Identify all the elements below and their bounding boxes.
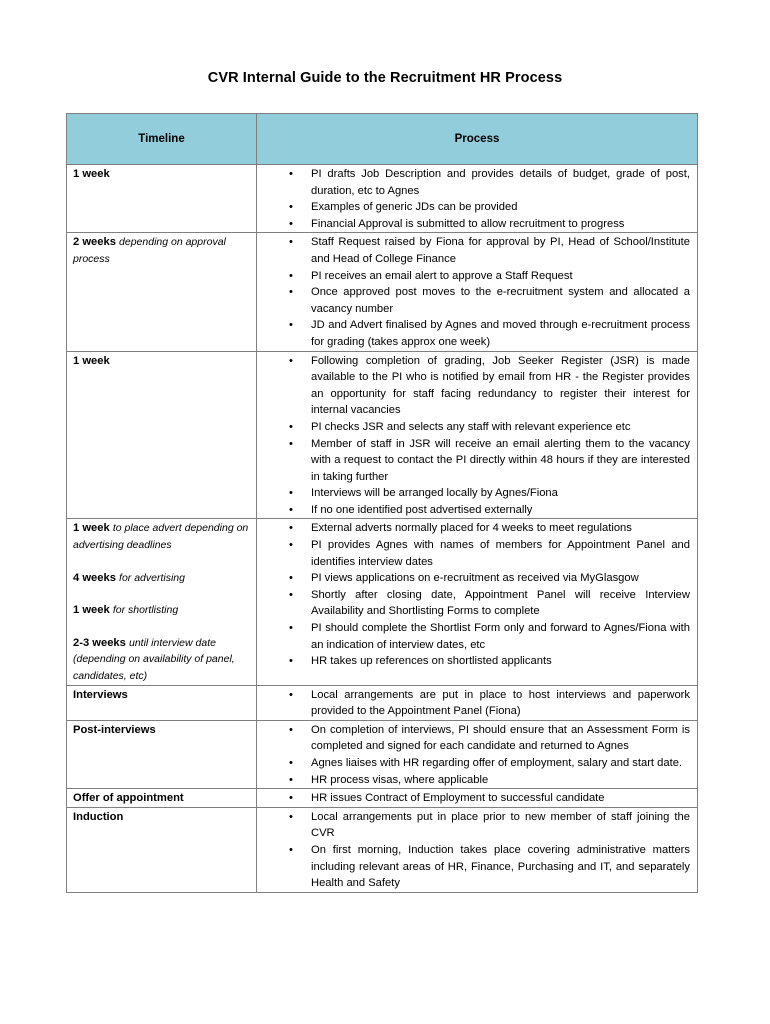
process-header: Process <box>257 114 698 165</box>
timeline-duration: Offer of appointment <box>73 792 184 805</box>
timeline-note: until interview date (depending on availability of panel, candidates, etc) <box>73 636 235 683</box>
process-list <box>263 353 691 519</box>
process-step: • JD and Advert finalised by Agnes and moved through e-recruitment process for grading (takes approx one week) <box>263 317 691 350</box>
process-step: • Local arrangements put in place prior to new member of staff joining the CVR <box>263 809 691 842</box>
timeline-header: Timeline <box>67 114 257 165</box>
process-step: • Interviews will be arranged locally by Agnes/Fiona <box>263 485 691 502</box>
process-step: • HR issues Contract of Employment to successful candidate <box>263 790 691 807</box>
process-step: • External adverts normally placed for 4 weeks to meet regulations <box>263 520 691 537</box>
table-row <box>67 233 698 351</box>
timeline-entry <box>73 809 250 826</box>
table-row <box>67 789 698 808</box>
timeline-duration: 2 weeks <box>73 236 116 249</box>
timeline-duration: Post-interviews <box>73 723 156 736</box>
process-cell <box>257 807 698 892</box>
timeline-cell <box>67 351 257 519</box>
process-list <box>263 687 691 720</box>
timeline-note: for advertising <box>119 571 185 584</box>
process-cell <box>257 519 698 685</box>
process-list <box>263 234 691 350</box>
timeline-entry <box>73 790 250 807</box>
timeline-cell <box>67 789 257 808</box>
table-header-row <box>67 114 698 165</box>
process-cell <box>257 720 698 788</box>
table-row <box>67 720 698 788</box>
process-step: • If no one identified post advertised externally <box>263 502 691 519</box>
timeline-entry <box>73 722 250 739</box>
timeline-entry <box>73 635 250 685</box>
timeline-note: for shortlisting <box>112 604 179 617</box>
process-step: • Local arrangements are put in place to host interviews and paperwork provided to the Appointment Panel (Fiona) <box>263 687 691 720</box>
process-cell <box>257 165 698 233</box>
timeline-duration: 2-3 weeks <box>73 636 126 649</box>
process-cell <box>257 789 698 808</box>
timeline-cell <box>67 807 257 892</box>
timeline-cell <box>67 720 257 788</box>
process-step: • Once approved post moves to the e-recruitment system and allocated a vacancy number <box>263 284 691 317</box>
timeline-entry <box>73 166 250 183</box>
timeline-duration: 1 week <box>73 604 110 617</box>
process-step: • PI checks JSR and selects any staff with relevant experience etc <box>263 419 691 436</box>
timeline-note: depending on approval process <box>73 236 226 265</box>
process-step: • On first morning, Induction takes place covering administrative matters including relevant areas of HR, Finance, Purchasing and IT, and separately Health and Safety <box>263 842 691 892</box>
process-cell <box>257 351 698 519</box>
timeline-entry <box>73 687 250 704</box>
process-list <box>263 809 691 892</box>
timeline-entry <box>73 520 250 553</box>
process-list <box>263 520 691 669</box>
timeline-duration: 1 week <box>73 354 110 367</box>
process-step: • Examples of generic JDs can be provided <box>263 199 691 216</box>
process-step: • PI drafts Job Description and provides details of budget, grade of post, duration, etc to Agnes <box>263 166 691 199</box>
timeline-cell <box>67 165 257 233</box>
document-title: CVR Internal Guide to the Recruitment HR Process <box>207 70 563 86</box>
timeline-cell <box>67 233 257 351</box>
process-step: • HR takes up references on shortlisted applicants <box>263 653 691 670</box>
timeline-duration: 1 week <box>73 168 110 180</box>
process-step: • On completion of interviews, PI should ensure that an Assessment Form is completed and signed for each candidate and returned to Agnes <box>263 722 691 755</box>
process-step: • Agnes liaises with HR regarding offer of employment, salary and start date. <box>263 755 691 772</box>
timeline-entry <box>73 570 250 587</box>
timeline-entry <box>73 234 250 267</box>
process-step: • PI should complete the Shortlist Form only and forward to Agnes/Fiona with an indication of interview dates, etc <box>263 620 691 653</box>
process-step: • HR process visas, where applicable <box>263 772 691 789</box>
process-step: • Financial Approval is submitted to allow recruitment to progress <box>263 216 691 233</box>
process-step: • Shortly after closing date, Appointment Panel will receive Interview Availability and Shortlisting Forms to complete <box>263 587 691 620</box>
process-step: • Member of staff in JSR will receive an email alerting them to the vacancy with a request to contact the PI directly within 48 hours if they are interested in taking further <box>263 436 691 486</box>
timeline-cell <box>67 685 257 720</box>
process-list <box>263 790 691 807</box>
process-list <box>263 722 691 788</box>
table-row <box>67 165 698 233</box>
timeline-cell <box>67 519 257 685</box>
timeline-entry <box>73 353 250 370</box>
table-row <box>67 685 698 720</box>
process-cell <box>257 233 698 351</box>
process-list <box>263 166 691 232</box>
table-row <box>67 807 698 892</box>
process-step: • Following completion of grading, Job Seeker Register (JSR) is made available to the PI who is notified by email from HR - the Register provides an opportunity for staff facing redundancy to register their interest for internal vacancies <box>263 353 691 419</box>
timeline-duration: Interviews <box>73 688 128 701</box>
table-row <box>67 519 698 685</box>
timeline-entry <box>73 602 250 619</box>
timeline-duration: Induction <box>73 810 124 823</box>
table-row <box>67 351 698 519</box>
process-table <box>66 113 698 893</box>
timeline-note: to place advert depending on advertising deadlines <box>73 522 249 552</box>
process-step: • PI provides Agnes with names of members for Appointment Panel and identifies interview dates <box>263 537 691 570</box>
timeline-duration: 4 weeks <box>73 571 116 584</box>
process-step: • PI views applications on e-recruitment as received via MyGlasgow <box>263 570 691 587</box>
timeline-duration: 1 week <box>73 522 110 535</box>
process-step: • PI receives an email alert to approve a Staff Request <box>263 268 691 285</box>
process-cell <box>257 685 698 720</box>
process-step: • Staff Request raised by Fiona for approval by PI, Head of School/Institute and Head of College Finance <box>263 234 691 267</box>
